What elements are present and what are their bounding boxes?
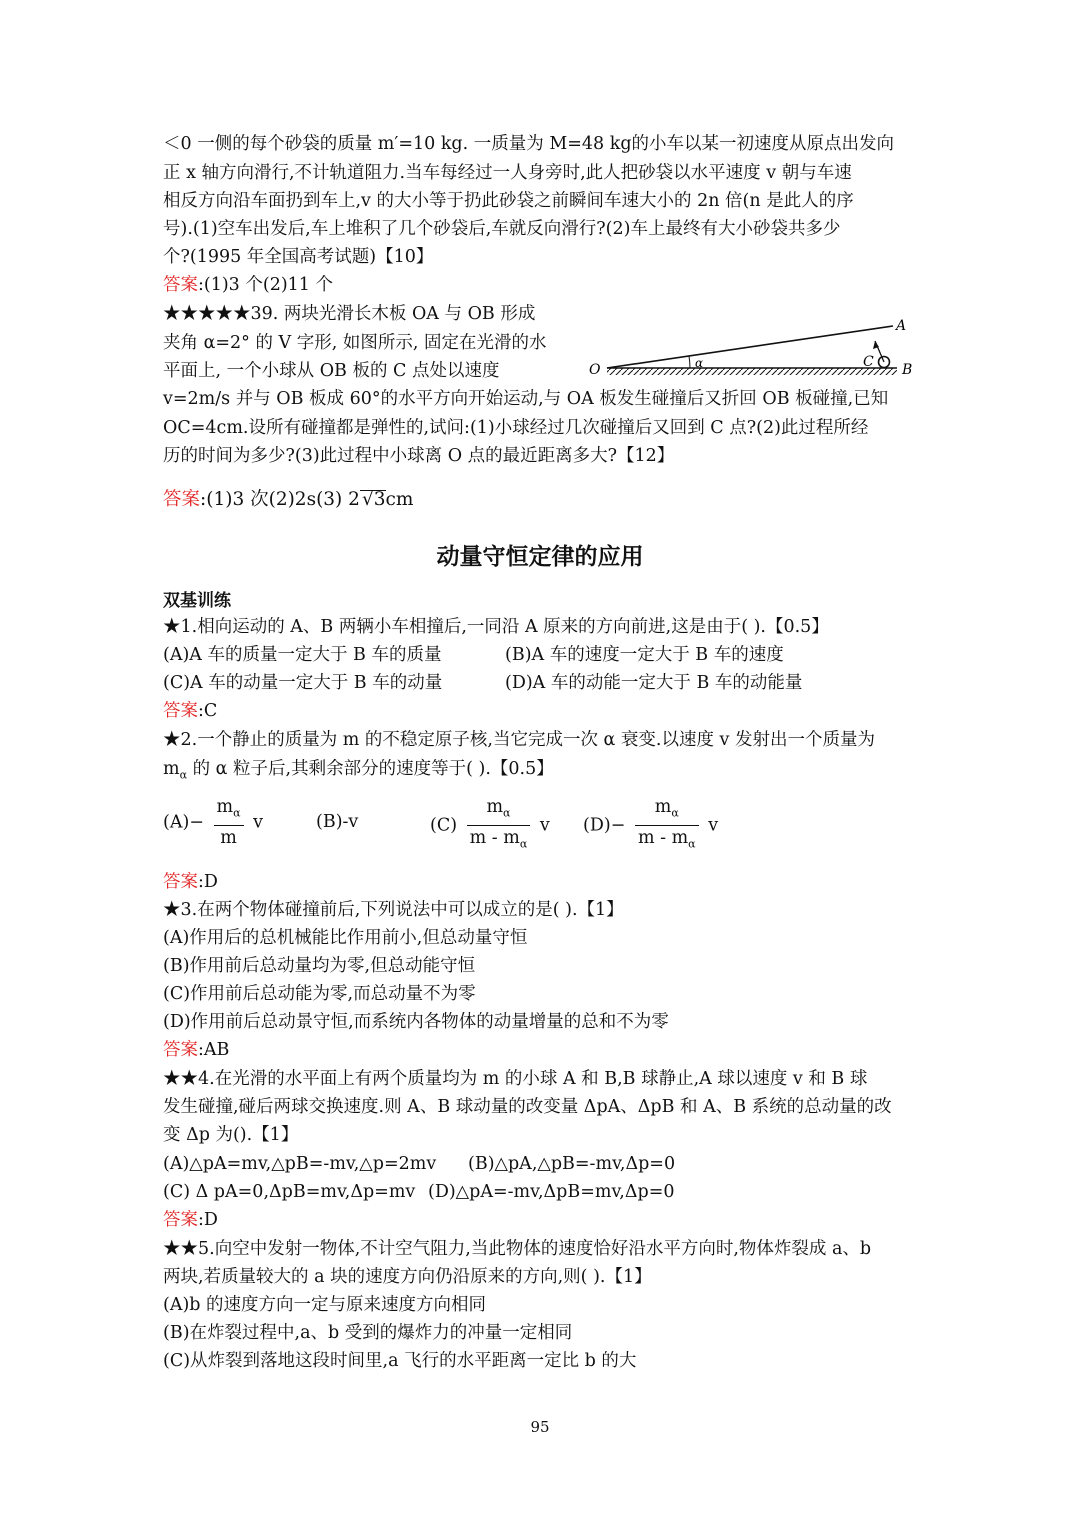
board-oa xyxy=(607,326,893,368)
q39-line-2: 夹角 α=2° 的 V 字形, 如图所示, 固定在光滑的水 xyxy=(163,333,547,353)
answer-text: :D xyxy=(198,872,218,892)
q3-answer xyxy=(163,1036,229,1064)
q39-line-5: OC=4cm.设所有碰撞都是弹性的,试问:(1)小球经过几次碰撞后又回到 C 点?(2)此过程所经 xyxy=(163,418,869,438)
q4-option-b: (B)△pA,△pB=-mv,Δp=0 xyxy=(468,1154,676,1174)
label-c: C xyxy=(863,354,874,370)
q2-stem-2 xyxy=(163,755,554,790)
denominator: m - m xyxy=(469,827,520,848)
q1-option-d: (D)A 车的动能一定大于 B 车的动能量 xyxy=(505,673,803,693)
answer-text: :(1)3 次(2)2s(3) 2 xyxy=(200,489,360,510)
numerator: m xyxy=(654,797,672,817)
q4-line-3: 变 Δp 为().【1】 xyxy=(163,1125,299,1145)
v-board-figure xyxy=(585,316,920,382)
q3-stem: ★3.在两个物体碰撞前后,下列说法中可以成立的是( ).【1】 xyxy=(163,900,624,920)
q4-answer xyxy=(163,1206,218,1234)
q2-stem-rest: 的 α 粒子后,其剩余部分的速度等于( ).【0.5】 xyxy=(187,759,554,779)
q4-line-1: ★★4.在光滑的水平面上有两个质量均为 m 的小球 A 和 B,B 球静止,A 球以速度 v 和 B 球 xyxy=(163,1069,868,1089)
q4-options-row-2 xyxy=(163,1178,923,1206)
q3-option-c: (C)作用前后总动能为零,而总动量不为零 xyxy=(163,984,476,1004)
page-number: 95 xyxy=(530,1418,550,1436)
alpha-subscript: α xyxy=(179,768,188,782)
answer-text: :D xyxy=(198,1210,218,1230)
velocity-symbol: v xyxy=(708,815,719,836)
answer-text: :C xyxy=(198,701,218,721)
label-b: B xyxy=(902,362,913,378)
answer-text: :AB xyxy=(198,1040,230,1060)
option-a-label: (A)− xyxy=(163,812,204,833)
q5-line-1: ★★5.向空中发射一物体,不计空气阻力,当此物体的速度恰好沿水平方向时,物体炸裂成 a、b xyxy=(163,1239,872,1259)
label-o: O xyxy=(589,362,601,378)
q38-line-3: 相反方向沿车面扔到车上,v 的大小等于扔此砂袋之前瞬间车速大小的 2n 倍(n 是此人的序 xyxy=(163,191,854,211)
angle-arc xyxy=(689,356,690,368)
q1-stem: ★1.相向运动的 A、B 两辆小车相撞后,一同沿 A 原来的方向前进,这是由于( ).【0.5】 xyxy=(163,617,829,637)
q2-option-d xyxy=(583,796,718,856)
sqrt-value: 3 xyxy=(373,489,386,510)
denominator: m - m xyxy=(637,827,689,848)
q38-answer xyxy=(163,271,333,299)
fraction xyxy=(467,796,531,856)
q4-option-a: (A)△pA=mv,△pB=-mv,△p=2mv xyxy=(163,1154,437,1174)
q39-answer xyxy=(163,486,413,514)
q3-option-d: (D)作用前后总动景守恒,而系统内各物体的动量增量的总和不为零 xyxy=(163,1012,669,1032)
alpha-subscript: α xyxy=(671,806,679,820)
m-alpha: m xyxy=(163,759,180,779)
q1-answer xyxy=(163,697,217,725)
q1-options-row-2 xyxy=(163,669,923,697)
alpha-subscript: α xyxy=(688,837,696,850)
answer-unit: cm xyxy=(385,489,414,510)
q5-option-c: (C)从炸裂到落地这段时间里,a 飞行的水平距离一定比 b 的大 xyxy=(163,1351,637,1371)
answer-text: :(1)3 个(2)11 个 xyxy=(198,275,334,295)
q1-option-c: (C)A 车的动量一定大于 B 车的动量 xyxy=(163,673,443,693)
q1-options-row-1 xyxy=(163,641,923,669)
section-title: 动量守恒定律的应用 xyxy=(436,544,644,570)
label-alpha: α xyxy=(695,356,704,370)
q4-options-row-1 xyxy=(163,1150,923,1178)
q39-line-6: 历的时间为多少?(3)此过程中小球离 O 点的最近距离多大?【12】 xyxy=(163,446,675,466)
fraction xyxy=(635,796,699,856)
velocity-symbol: v xyxy=(539,815,550,836)
denominator: m xyxy=(220,827,237,848)
alpha-subscript: α xyxy=(503,806,511,820)
q2-stem-1: ★2.一个静止的质量为 m 的不稳定原子核,当它完成一次 α 衰变.以速度 v 发射出一个质量为 xyxy=(163,730,875,750)
numerator: m xyxy=(216,797,234,817)
q39-line-3: 平面上, 一个小球从 OB 板的 C 点处以速度 xyxy=(163,361,500,381)
velocity-symbol: v xyxy=(253,812,264,833)
q38-line-4: 号).(1)空车出发后,车上堆积了几个砂袋后,车就反向滑行?(2)车上最终有大小砂袋共多少 xyxy=(163,219,841,239)
q5-option-b: (B)在炸裂过程中,a、b 受到的爆炸力的冲量一定相同 xyxy=(163,1323,573,1343)
q3-option-b: (B)作用前后总动量均为零,但总动能守恒 xyxy=(163,956,476,976)
answer-label: 答案 xyxy=(163,872,198,892)
label-a: A xyxy=(896,318,907,334)
numerator: m xyxy=(486,797,504,817)
q4-option-d: (D)△pA=-mv,ΔpB=mv,Δp=0 xyxy=(428,1182,675,1202)
q2-option-c xyxy=(430,796,550,856)
alpha-subscript: α xyxy=(519,837,528,850)
answer-label: 答案 xyxy=(163,1210,198,1230)
answer-label: 答案 xyxy=(163,489,201,510)
q5-line-2: 两块,若质量较大的 a 块的速度方向仍沿原来的方向,则( ).【1】 xyxy=(163,1267,652,1287)
q2-option-a xyxy=(163,796,263,850)
q2-option-b: (B)-v xyxy=(316,812,359,832)
q5-option-a: (A)b 的速度方向一定与原来速度方向相同 xyxy=(163,1295,487,1315)
answer-label: 答案 xyxy=(163,1040,198,1060)
alpha-subscript: α xyxy=(233,806,241,820)
sqrt-radicand: √3 xyxy=(361,489,386,510)
option-d-label: (D)− xyxy=(583,815,626,836)
q38-line-2: 正 x 轴方向滑行,不计轨道阻力.当车每经过一人身旁时,此人把砂袋以水平速度 v 朝与车速 xyxy=(163,163,852,183)
q39-line-4: v=2m/s 并与 OB 板成 60°的水平方向开始运动,与 OA 板发生碰撞后又折回 OB 板碰撞,已知 xyxy=(163,389,889,409)
q39-line-1: ★★★★★39. 两块光滑长木板 OA 与 OB 形成 xyxy=(163,304,536,324)
q3-option-a: (A)作用后的总机械能比作用前小,但总动量守恒 xyxy=(163,928,528,948)
q38-line-5: 个?(1995 年全国高考试题)【10】 xyxy=(163,247,434,267)
q1-option-b: (B)A 车的速度一定大于 B 车的速度 xyxy=(505,645,784,665)
subheading: 双基训练 xyxy=(163,591,231,611)
q38-line-1: ＜0 一侧的每个砂袋的质量 m′=10 kg. 一质量为 M=48 kg的小车以某一初速度从原点出发向 xyxy=(163,134,895,154)
q4-option-c: (C) Δ pA=0,ΔpB=mv,Δp=mv xyxy=(163,1182,416,1202)
answer-label: 答案 xyxy=(163,275,198,295)
option-c-label: (C) xyxy=(430,815,458,836)
answer-label: 答案 xyxy=(163,701,198,721)
fraction xyxy=(214,796,244,850)
q1-option-a: (A)A 车的质量一定大于 B 车的质量 xyxy=(163,645,442,665)
q4-line-2: 发生碰撞,碰后两球交换速度.则 A、B 球动量的改变量 ΔpA、ΔpB 和 A、B 系统的总动量的改 xyxy=(163,1097,892,1117)
q2-answer xyxy=(163,868,218,896)
